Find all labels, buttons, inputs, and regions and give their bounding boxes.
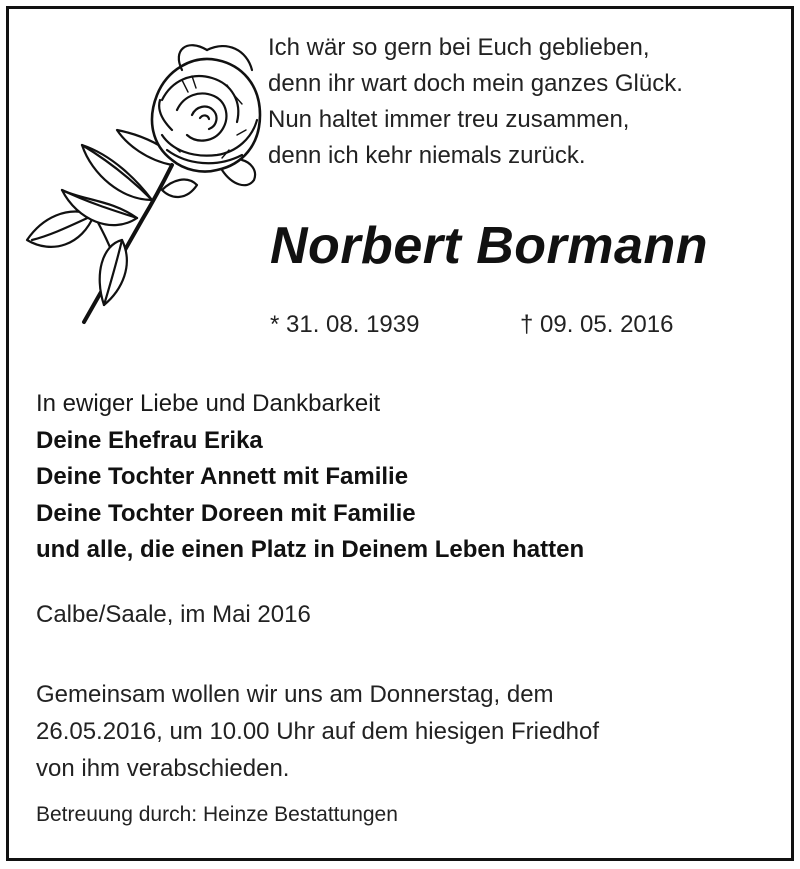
poem-line: denn ich kehr niemals zurück. (268, 142, 586, 169)
mourner-line: Deine Ehefrau Erika (36, 426, 263, 454)
poem-line: Ich wär so gern bei Euch geblieben, (268, 34, 650, 61)
funeral-notice (36, 676, 599, 787)
deceased-name: Norbert Bormann (270, 217, 708, 275)
rose-icon (22, 40, 262, 330)
death-date: † 09. 05. 2016 (520, 311, 674, 338)
funeral-line: 26.05.2016, um 10.00 Uhr auf dem hiesigen Friedhof (36, 718, 600, 745)
mourners-intro: In ewiger Liebe und Dankbarkeit (36, 390, 381, 417)
birth-date: * 31. 08. 1939 (270, 311, 420, 338)
poem-line: Nun haltet immer treu zusammen, (268, 106, 630, 133)
funeral-line: Gemeinsam wollen wir uns am Donnerstag, dem (36, 681, 554, 708)
poem-line: denn ihr wart doch mein ganzes Glück. (268, 70, 683, 97)
mourner-line: und alle, die einen Platz in Deinem Leben hatten (36, 536, 585, 563)
place-date: Calbe/Saale, im Mai 2016 (36, 601, 311, 628)
mourner-line: Deine Tochter Doreen mit Familie (36, 499, 416, 527)
poem (268, 30, 778, 174)
mourner-line: Deine Tochter Annett mit Familie (36, 463, 409, 490)
mourners-block (36, 386, 584, 569)
undertaker-credit: Betreuung durch: Heinze Bestattungen (36, 803, 398, 826)
funeral-line: von ihm verabschieden. (36, 755, 290, 782)
